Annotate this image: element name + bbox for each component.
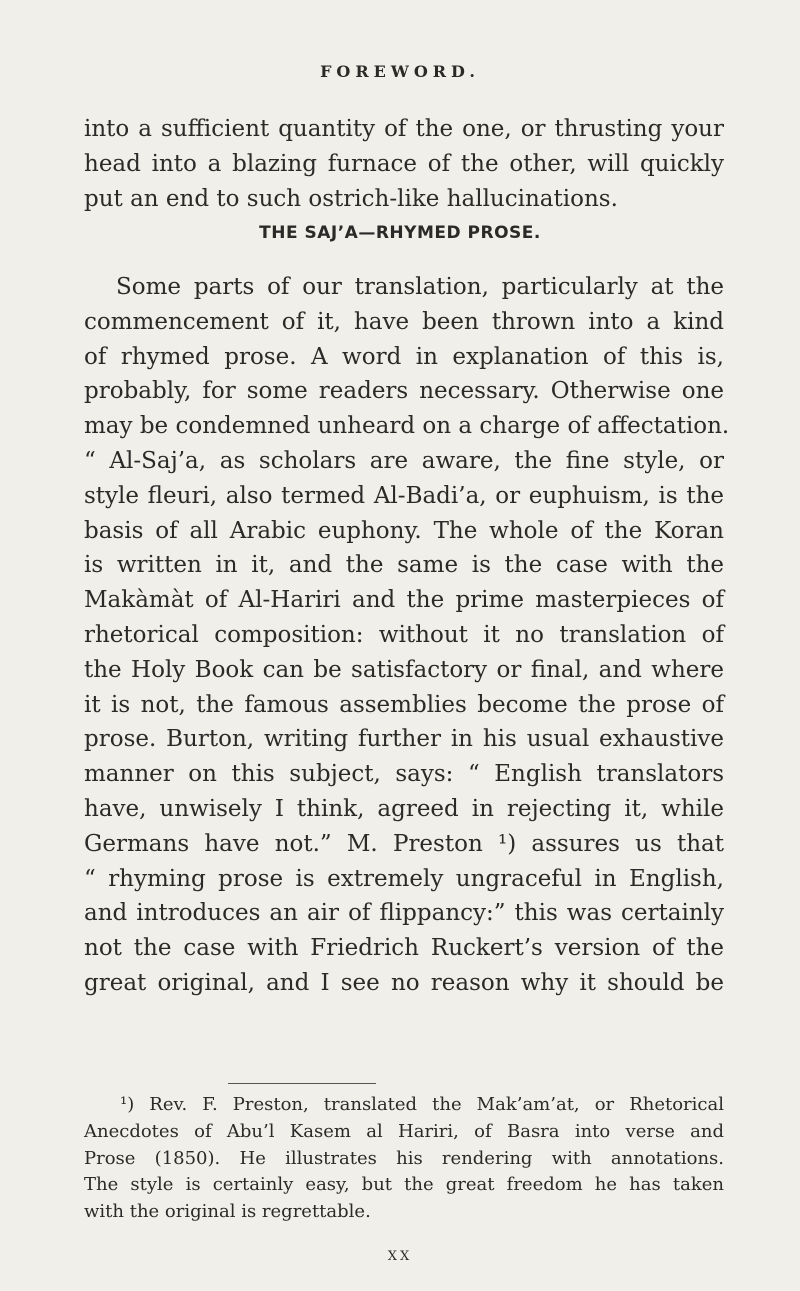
text-line: of rhymed prose. A word in explanation of this is,: [84, 343, 724, 370]
text-line: rhetorical composition: without it no translation of: [84, 621, 724, 648]
text-line: the Holy Book can be satisfactory or final, and where: [84, 656, 724, 683]
footnote-line: ¹) Rev. F. Preston, translated the Mak’am’at, or Rhetorical: [120, 1094, 724, 1115]
footnote-line: Prose (1850). He illustrates his rendering with annotations.: [84, 1147, 724, 1169]
page-number: XX: [387, 1249, 413, 1264]
text-line: basis of all Arabic euphony. The whole of the Koran: [84, 517, 724, 544]
footnote-divider: [228, 1083, 376, 1084]
intro-paragraph: [84, 112, 724, 216]
text-line: into a sufficient quantity of the one, or thrusting your: [84, 116, 724, 142]
text-line: Some parts of our translation, particularly at the: [116, 274, 724, 300]
footnote-line: with the original is regrettable.: [84, 1201, 371, 1223]
text-line: “ rhyming prose is extremely ungraceful in English,: [84, 865, 724, 892]
footnote-line: The style is certainly easy, but the great freedom he has taken: [84, 1174, 724, 1196]
text-line: “ Al-Saj’a, as scholars are aware, the fine style, or: [84, 447, 724, 474]
body-paragraph: [84, 270, 730, 1001]
section-heading: THE SAJ’A—RHYMED PROSE.: [259, 223, 541, 243]
text-line: style fleuri, also termed Al-Badi’a, or euphuism, is the: [84, 482, 724, 509]
text-line: Makàmàt of Al-Hariri and the prime masterpieces of: [84, 587, 724, 614]
text-line: great original, and I see no reason why it should be: [84, 969, 724, 996]
text-line: manner on this subject, says: “ English translators: [84, 761, 724, 788]
text-line: prose. Burton, writing further in his usual exhaustive: [84, 726, 724, 753]
text-line: put an end to such ostrich-like hallucinations.: [84, 185, 618, 212]
running-head: FOREWORD.: [320, 62, 480, 81]
text-line: is written in it, and the same is the case with the: [84, 552, 724, 579]
text-line: not the case with Friedrich Ruckert’s version of the: [84, 935, 724, 962]
text-line: head into a blazing furnace of the other, will quickly: [84, 150, 724, 177]
text-line: Germans have not.” M. Preston ¹) assures us that: [84, 830, 724, 857]
text-line: probably, for some readers necessary. Otherwise one: [84, 378, 724, 405]
text-line: it is not, the famous assemblies become the prose of: [84, 691, 724, 718]
footnote: [84, 1092, 724, 1226]
text-line: and introduces an air of flippancy:” this was certainly: [84, 900, 724, 927]
text-line: commencement of it, have been thrown into a kind: [84, 308, 724, 335]
footnote-line: Anecdotes of Abu’l Kasem al Hariri, of Basra into verse and: [84, 1120, 724, 1142]
text-line: have, unwisely I think, agreed in rejecting it, while: [84, 795, 724, 822]
text-line: may be condemned unheard on a charge of affectation.: [84, 413, 730, 440]
